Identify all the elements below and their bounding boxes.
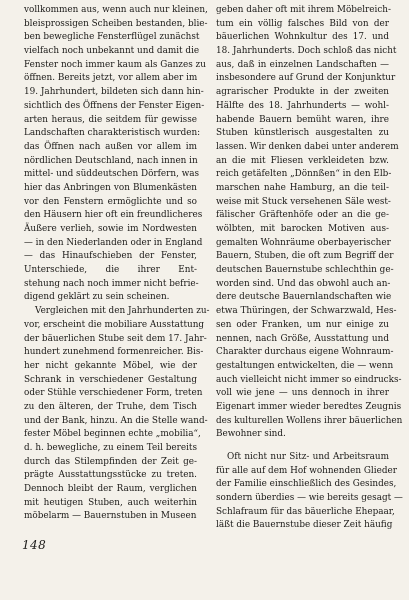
text-line: Vergleichen mit den Jahrhunderten zu- xyxy=(35,306,210,317)
text-line: fester Möbel beginnen echte „mobilia“, xyxy=(24,429,201,440)
text-line: vor den Fenstern ermöglichte und so xyxy=(24,196,197,207)
text-line: Schrank in verschiedener Gestaltung xyxy=(24,374,197,385)
text-line: 18. Jahrhunderts. Doch schloß das nicht xyxy=(216,46,397,57)
text-line: öffnen. Bereits jetzt, vor allem aber im xyxy=(24,73,198,84)
text-line: Charakter durchaus eigene Wohnraum- xyxy=(216,347,394,358)
text-line: etwa Thüringen, der Schwarzwald, Hes- xyxy=(216,306,397,317)
text-line: vor, erscheint die mobiliare Ausstattung xyxy=(24,319,205,330)
text-line: das Öffnen nach außen vor allem im xyxy=(24,141,197,152)
text-line: Äußere verlieh, sowie im Nordwesten xyxy=(24,224,197,234)
text-line: tum ein völlig falsches Bild von der xyxy=(216,18,389,29)
text-line: habende Bauern bemüht waren, ihre xyxy=(216,114,389,125)
text-line: oder Stühle verschiedener Form, treten xyxy=(24,388,203,399)
text-line: der bäuerlichen Stube seit dem 17. Jahr- xyxy=(24,333,207,344)
text-line: sichtlich des Öffnens der Fenster Eigen- xyxy=(24,100,205,111)
text-line: zu den älteren, der Truhe, dem Tisch xyxy=(24,401,197,412)
text-line: — das Hinaufschieben der Fenster, xyxy=(24,251,197,262)
text-line: Oft nicht nur Sitz- und Arbeitsraum xyxy=(227,452,389,462)
text-line: bleisprossigen Scheiben bestanden, blie- xyxy=(24,18,208,29)
text-line: fälischer Gräftenhöfe oder an die ge- xyxy=(216,210,389,221)
text-line: sen oder Franken, um nur einige zu xyxy=(216,319,389,330)
text-line: für alle auf dem Hof wohnenden Glieder xyxy=(216,465,397,476)
text-line: gestaltungen entwickelten, die — wenn xyxy=(216,360,394,371)
text-line: Landschaften charakteristisch wurden: xyxy=(24,128,201,139)
text-line: läßt die Bauernstube dieser Zeit häufig xyxy=(216,520,393,531)
text-line: Bewohner sind. xyxy=(216,429,286,440)
text-line: mittel- und süddeutschen Dörfern, was xyxy=(24,169,200,180)
text-line: insbesondere auf Grund der Konjunktur xyxy=(216,73,396,84)
text-line: an die mit Fliesen verkleideten bzw. xyxy=(216,155,389,166)
text-line: wölbten, mit barocken Motiven aus- xyxy=(216,224,389,234)
text-line: stehung nach noch immer nicht befrie- xyxy=(24,278,199,289)
text-line: geben daher oft mit ihrem Möbelreich- xyxy=(216,5,391,15)
text-line: reich getäfelten „Dönnßen“ in den Elb- xyxy=(216,169,392,180)
text-line: vollkommen aus, wenn auch nur kleinen, xyxy=(24,5,208,15)
text-line: marschen nahe Hamburg, an die teil- xyxy=(216,182,389,193)
page-number: 148 xyxy=(22,538,47,552)
paragraph-gap xyxy=(216,442,389,451)
text-line: nennen, nach Größe, Ausstattung und xyxy=(216,333,389,344)
text-line: möbelarm — Bauernstuben in Museen xyxy=(24,511,197,522)
text-line: lassen. Wir denken dabei unter anderem xyxy=(216,141,399,152)
text-line: der Familie einschließlich des Gesindes, xyxy=(216,479,397,490)
text-column-right xyxy=(216,4,403,533)
text-line: Unterschiede, die ihrer Ent- xyxy=(24,265,197,276)
text-line: gemalten Wohnräume oberbayerischer xyxy=(216,237,391,248)
text-line: Bauern, Stuben, die oft zum Begriff der xyxy=(216,251,394,262)
text-line: Hälfte des 18. Jahrhunderts — wohl- xyxy=(216,100,389,111)
text-line: den Häusern hier oft ein freundlicheres xyxy=(24,210,203,221)
text-line: agrarischer Produkte in der zweiten xyxy=(216,87,389,98)
text-line: digend geklärt zu sein scheinen. xyxy=(24,292,170,303)
text-column-left xyxy=(24,4,210,524)
text-line: deutschen Bauernstube schlechthin ge- xyxy=(216,265,394,276)
text-line: Schlafraum für das bäuerliche Ehepaar, xyxy=(216,506,395,517)
text-line: hier das Anbringen von Blumenkästen xyxy=(24,182,197,193)
text-line: aus, daß in einzelnen Landschaften — xyxy=(216,59,389,70)
text-line: dere deutsche Bauernlandschaften wie xyxy=(216,292,392,303)
text-line: mit heutigen Stuben, auch weiterhin xyxy=(24,497,197,508)
text-line: sondern überdies — wie bereits gesagt — xyxy=(216,493,403,504)
text-line: hundert zunehmend formenreicher. Bis- xyxy=(24,347,204,358)
text-line: 19. Jahrhundert, bildeten sich dann hin- xyxy=(24,87,204,98)
text-line: vielfach noch unbekannt und damit die xyxy=(24,46,200,57)
text-line: und der Bank, hinzu. An die Stelle wand- xyxy=(24,415,208,426)
text-line: Stuben künstlerisch ausgestalten zu xyxy=(216,128,389,139)
text-line: arten heraus, die seitdem für gewisse xyxy=(24,114,197,125)
text-line: durch das Stilempfinden der Zeit ge- xyxy=(24,456,197,467)
text-line: prägte Ausstattungsstücke zu treten. xyxy=(24,470,197,481)
text-line: bäuerlichen Wohnkultur des 17. und xyxy=(216,32,389,43)
text-line: nördlichen Deutschland, nach innen in xyxy=(24,155,198,166)
text-line: auch vielleicht nicht immer so eindrucks- xyxy=(216,374,402,385)
text-line: Dennoch bleibt der Raum, verglichen xyxy=(24,484,197,495)
text-line: her nicht gekannte Möbel, wie der xyxy=(24,360,197,371)
text-line: d. h. bewegliche, zu einem Teil bereits xyxy=(24,443,197,453)
text-line: worden sind. Und das obwohl auch an- xyxy=(216,278,391,289)
text-line: des kulturellen Wollens ihrer bäuerlichen xyxy=(216,415,403,426)
text-line: Eigenart immer wieder beredtes Zeugnis xyxy=(216,401,402,412)
text-line: voll wie jene — uns dennoch in ihrer xyxy=(216,388,389,399)
text-line: weise mit Stuck versehenen Säle west- xyxy=(216,196,391,207)
text-line: — in den Niederlanden oder in England xyxy=(24,237,203,248)
text-line: ben bewegliche Fensterflügel zunächst xyxy=(24,32,200,43)
text-line: Fenster noch immer kaum als Ganzes zu xyxy=(24,59,206,70)
